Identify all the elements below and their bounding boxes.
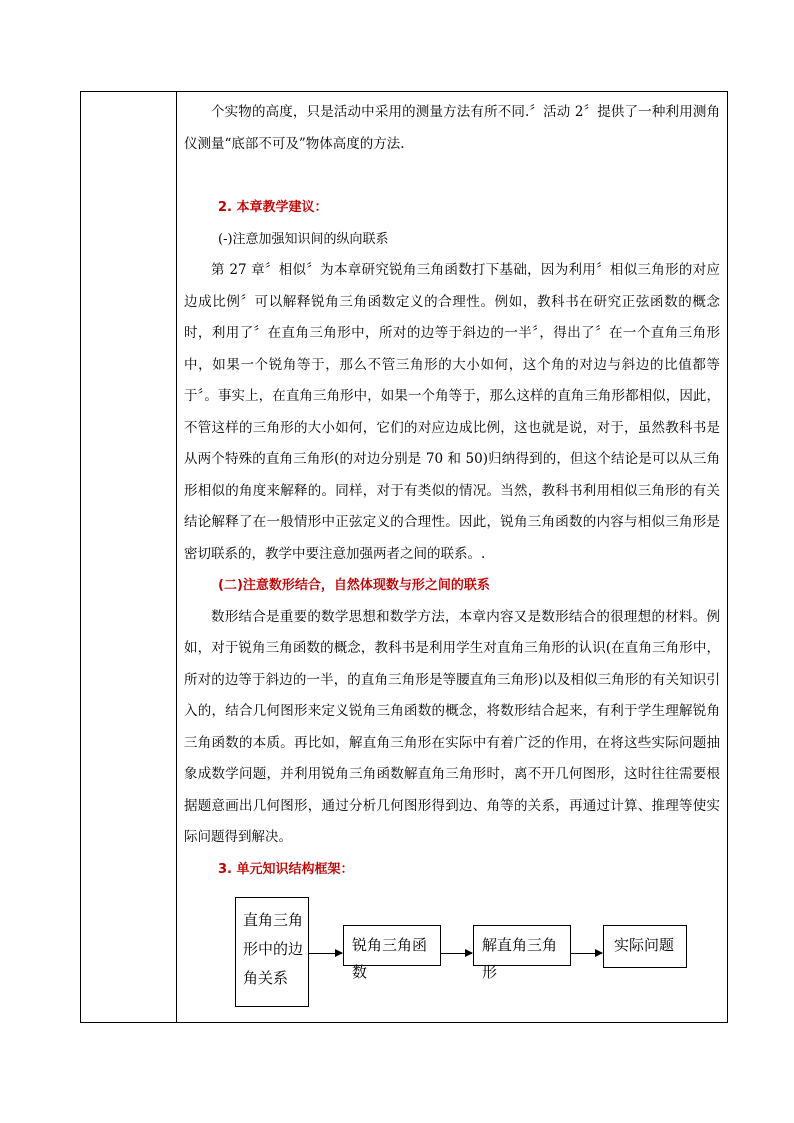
table-column-divider	[176, 91, 177, 1023]
paragraph-1: 第 27 章〞相似〞为本章研究锐角三角函数打下基础，因为利用〞相似三角形的对应边成比例〞可以解释锐角三角函数定义的合理性。例如，教科书在研究正弦函数的概念时，利用了〞在直角三角形中，所对的边等于斜边的一半〞，得出了〞在一个直角三角形中，如果一个锐角等于，那么不管三角形的大小如何，这个角的对边与斜边的比值都等于〞。事实上，在直角三角形中，如果一个角等于，那么这样的直角三角形都相似，因此，不管这样的三角形的大小如何，它们的对应边成比例，这也就是说，对于，虽然教科书是从两个特殊的直角三角形(的对边分别是 70 和 50)归纳得到的，但这个结论是可以从三角形相似的角度来解释的。同样，对于有类似的情况。当然，教科书利用相似三角形的有关结论解释了在一般情形中正弦定义的合理性。因此，锐角三角函数的内容与相似三角形是密切联系的，教学中要注意加强两者之间的联系。.	[184, 262, 720, 562]
content-cell	[184, 97, 720, 885]
box2-label: 锐角三角函数	[352, 936, 428, 981]
box3-label: 解直角三角形	[482, 936, 558, 981]
intro-paragraph: 个实物的高度，只是活动中采用的测量方法有所不同.〞活动 2〞提供了一种利用测角仪测量“底部不可及”物体高度的方法.	[184, 104, 720, 152]
section-heading-3: 3. 单元知识结构框架：	[218, 861, 354, 877]
section-heading-2: 2. 本章教学建议：	[218, 200, 328, 215]
subheading-2: (二)注意数形结合，自然体现数与形之间的联系	[218, 578, 490, 593]
subheading-1: (-)注意加强知识间的纵向联系	[218, 231, 389, 247]
paragraph-2: 数形结合是重要的数学思想和数学方法，本章内容又是数形结合的很理想的材料。例如，对于锐角三角函数的概念，教科书是利用学生对直角三角形的认识(在直角三角形中，所对的边等于斜边的一半，的直角三角形是等腰直角三角形)以及相似三角形的有关知识引入的，结合几何图形来定义锐角三角函数的概念，将数形结合起来，有利于学生理解锐角三角函数的本质。再比如，解直角三角形在实际中有着广泛的作用，在将这些实际问题抽象成数学问题，并利用锐角三角函数解直角三角形时，离不开几何图形，这时往往需要根据题意画出几何图形，通过分析几何图形得到边、角等的关系，再通过计算、推理等使实际问题得到解决。	[184, 608, 721, 845]
box1-line2: 形中的边	[243, 940, 304, 958]
box1-line1: 直角三角	[243, 911, 304, 929]
box4-label: 实际问题	[614, 936, 675, 954]
box1-line3: 角关系	[243, 969, 289, 987]
